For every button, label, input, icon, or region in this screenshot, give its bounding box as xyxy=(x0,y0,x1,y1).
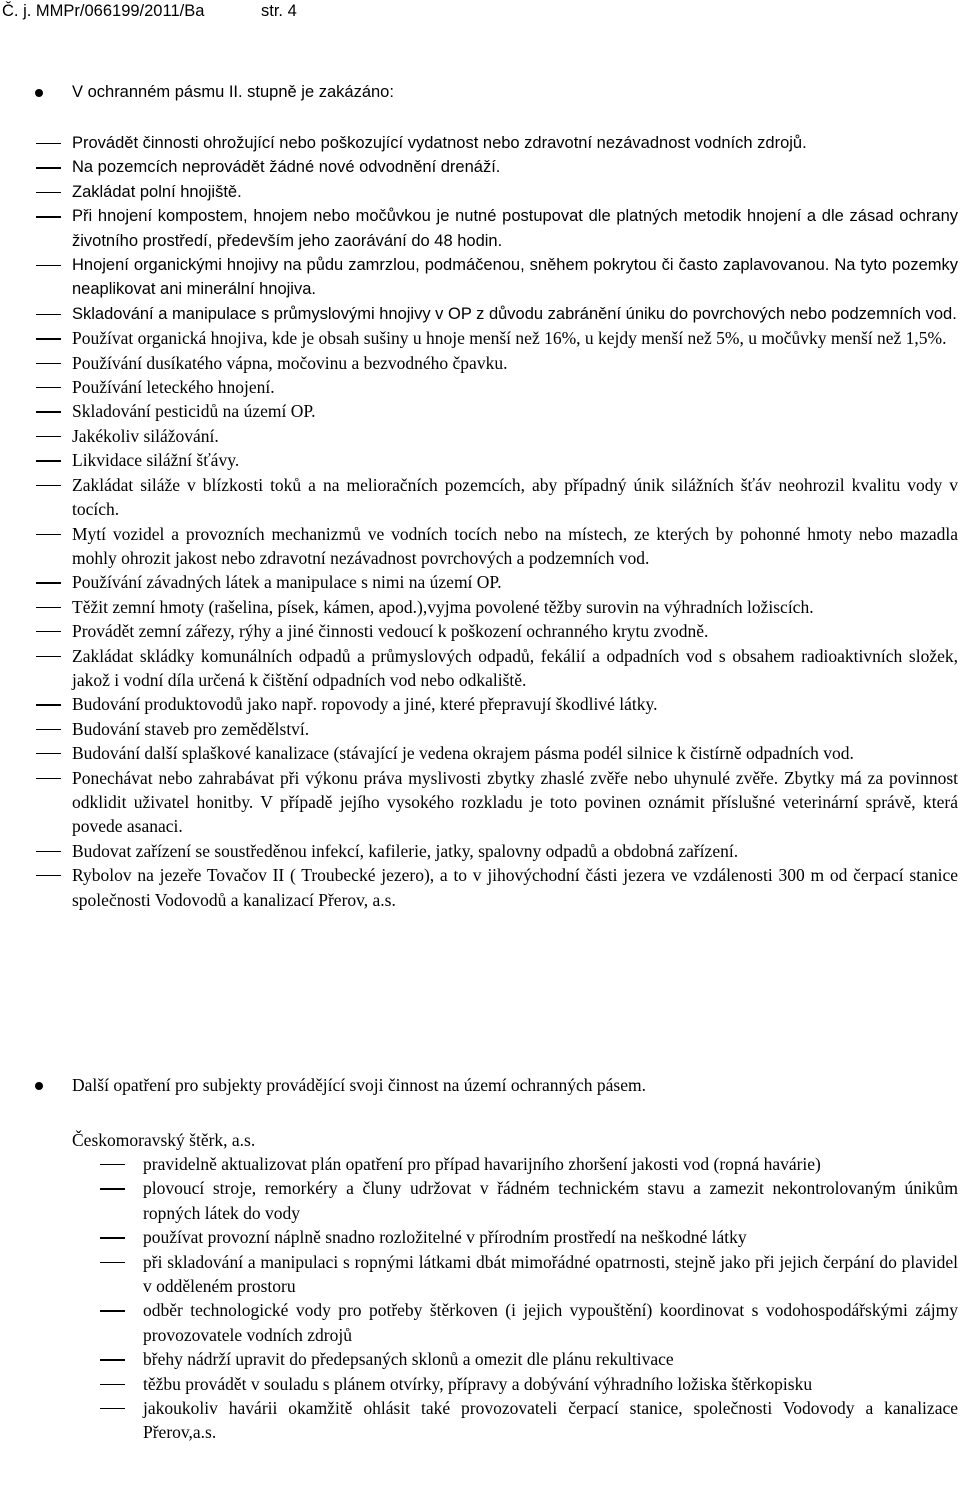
list-item-text: pravidelně aktualizovat plán opatření pro případ havarijního zhoršení jakosti vod (ropná havárie) xyxy=(143,1154,821,1174)
list-item-text: Jakékoliv silážování. xyxy=(72,425,219,446)
dash-icon xyxy=(36,143,61,144)
list-item-text: Používat organická hnojiva, kde je obsah sušiny u hnoje menší než 16%, u kejdy menší než 5%, u močůvky menší než 1,5%. xyxy=(72,328,947,349)
dash-icon xyxy=(36,192,61,193)
list-item-text: při skladování a manipulaci s ropnými látkami dbát mimořádné opatrnosti, stejně jako při jejich čerpání do plavidel v odděleném prostoru xyxy=(143,1251,958,1297)
list-item-text: Rybolov na jezeře Tovačov II ( Troubecké jezero), a to v jihovýchodní části jezera ve vzdálenosti 300 m od čerpací stanice společnosti Vodovodů a kanalizací Přerov, a.s. xyxy=(72,865,958,910)
list-item xyxy=(0,399,960,423)
list-item xyxy=(0,644,960,693)
prohibited-list xyxy=(0,131,960,912)
dash-icon xyxy=(100,1262,125,1263)
dash-icon xyxy=(36,314,61,315)
dash-icon xyxy=(36,607,61,608)
list-item-text: Zakládat skládky komunálních odpadů a průmyslových odpadů, fekálií a odpadních vod s obsahem radioaktivních složek, jakož i vodní díla určená k čištění odpadních vod nebo odkaliště. xyxy=(72,645,958,690)
list-item-text: Mytí vozidel a provozních mechanizmů ve vodních tocích nebo na místech, ze kterých by pohonné hmoty nebo mazadla mohly ohrozit jakost nebo zdravotní nezávadnost povrchových a podzemních vod. xyxy=(72,523,958,568)
list-item xyxy=(0,1396,960,1445)
dash-icon xyxy=(36,363,61,364)
list-item xyxy=(0,522,960,571)
list-item xyxy=(0,1152,960,1176)
list-item-text: Zakládat siláže v blízkosti toků a na melioračních pozemcích, aby případný únik silážních šťáv neohrozil kvalitu vody v tocích. xyxy=(72,474,958,520)
list-item xyxy=(0,1372,960,1396)
list-item xyxy=(0,1225,960,1249)
list-item xyxy=(0,351,960,375)
list-item-text: používat provozní náplně snadno rozložitelné v přírodním prostředí na neškodné látky xyxy=(143,1227,747,1248)
dash-icon xyxy=(36,729,61,730)
list-item xyxy=(0,863,960,912)
list-item-text: odběr technologické vody pro potřeby štěrkoven (i jejich vypouštění) koordinovat s vodohospodářskými zájmy provozovatele vodních zdrojů xyxy=(143,1300,958,1345)
list-item-text: Na pozemcích neprovádět žádné nové odvodnění drenáží. xyxy=(72,158,501,177)
list-item-text: Používání leteckého hnojení. xyxy=(72,377,275,398)
dash-icon xyxy=(100,1384,125,1385)
list-item-text: Používání závadných látek a manipulace s nimi na území OP. xyxy=(72,572,502,593)
company-name: Českomoravský štěrk, a.s. xyxy=(72,1130,256,1150)
dash-icon xyxy=(36,778,61,779)
dash-icon xyxy=(100,1237,125,1238)
dash-icon xyxy=(100,1164,125,1165)
list-item-text: Budování staveb pro zemědělství. xyxy=(72,718,310,739)
dash-icon xyxy=(36,631,61,632)
list-item-text: břehy nádrží upravit do předepsaných sklonů a omezit dle plánu rekultivace xyxy=(143,1349,674,1370)
list-item xyxy=(0,1176,960,1225)
list-item xyxy=(0,717,960,741)
list-item xyxy=(0,473,960,522)
list-item xyxy=(0,1347,960,1371)
list-item xyxy=(0,424,960,448)
list-item-text: Při hnojení kompostem, hnojem nebo močůvkou je nutné postupovat dle platných metodik hnojení a dle zásad ochrany životního prostředí, především jeho zaorávání do 48 hodin. xyxy=(72,207,958,250)
list-item-text: Skladování a manipulace s průmyslovými hnojivy v OP z důvodu zabránění úniku do povrchových nebo podzemních vod. xyxy=(72,304,957,323)
list-item-text: Likvidace silážní šťávy. xyxy=(72,450,240,471)
list-item xyxy=(0,204,960,253)
list-item-text: Budování další splaškové kanalizace (stávající je vedena okrajem pásma podél silnice k čistírně odpadních vod. xyxy=(72,743,854,764)
list-item xyxy=(0,302,960,326)
dash-icon xyxy=(36,875,61,876)
dash-icon xyxy=(100,1359,125,1360)
dash-icon xyxy=(100,1188,125,1189)
list-item-text: Provádět činnosti ohrožující nebo poškozující vydatnost nebo zdravotní nezávadnost vodních zdrojů. xyxy=(72,134,807,152)
section1-heading-text: V ochranném pásmu II. stupně je zakázáno: xyxy=(72,83,394,101)
dash-icon xyxy=(36,167,61,168)
list-item xyxy=(0,180,960,204)
list-item xyxy=(0,619,960,643)
dash-icon xyxy=(36,411,61,412)
bullet-icon xyxy=(35,89,43,97)
dash-icon xyxy=(36,485,61,486)
list-item-text: jakoukoliv havárii okamžitě ohlásit také provozovateli čerpací stanice, společnosti Vodovody a kanalizace Přerov,a.s. xyxy=(143,1398,958,1443)
list-item-text: těžbu provádět v souladu s plánem otvírky, přípravy a dobývání výhradního ložiska štěrkopisku xyxy=(143,1373,813,1394)
list-item-text: Těžit zemní hmoty (rašelina, písek, kámen, apod.),vyjma povolené těžby surovin na výhradních ložiscích. xyxy=(72,596,814,617)
dash-icon xyxy=(36,534,61,535)
list-item xyxy=(0,1298,960,1347)
section2-heading-text: Další opatření pro subjekty provádějící svoji činnost na území ochranných pásem. xyxy=(72,1075,646,1095)
dash-icon xyxy=(36,656,61,657)
list-item xyxy=(0,448,960,472)
list-item xyxy=(0,253,960,302)
list-item xyxy=(0,155,960,179)
list-item xyxy=(0,375,960,399)
list-item xyxy=(0,766,960,839)
measures-list xyxy=(0,1152,960,1445)
list-item-text: Hnojení organickými hnojivy na půdu zamrzlou, podmáčenou, sněhem pokrytou či často zaplavovanou. Na tyto pozemky neaplikovat ani minerální hnojiva. xyxy=(72,256,958,299)
dash-icon xyxy=(36,436,61,437)
list-item-text: Provádět zemní zářezy, rýhy a jiné činnosti vedoucí k poškození ochranného krytu zvodně. xyxy=(72,621,709,642)
dash-icon xyxy=(36,582,61,583)
list-item-text: Skladování pesticidů na území OP. xyxy=(72,401,316,422)
page-number: str. 4 xyxy=(260,2,297,20)
dash-icon xyxy=(100,1310,125,1311)
list-item xyxy=(0,131,960,155)
dash-icon xyxy=(36,753,61,754)
list-item xyxy=(0,741,960,765)
page-header xyxy=(2,1,297,21)
dash-icon xyxy=(36,265,61,266)
bullet-icon xyxy=(35,1082,43,1090)
list-item xyxy=(0,326,960,350)
list-item xyxy=(0,839,960,863)
dash-icon xyxy=(36,704,61,705)
list-item-text: plovoucí stroje, remorkéry a čluny udržovat v řádném technickém stavu a zamezit nekontrolovaným únikům ropných látek do vody xyxy=(143,1178,958,1223)
list-item xyxy=(0,570,960,594)
dash-icon xyxy=(36,851,61,852)
list-item xyxy=(0,595,960,619)
list-item xyxy=(0,692,960,716)
list-item-text: Zakládat polní hnojiště. xyxy=(72,182,242,201)
dash-icon xyxy=(36,338,61,339)
document-number: Č. j. MMPr/066199/2011/Ba xyxy=(2,2,205,20)
dash-icon xyxy=(36,387,61,388)
dash-icon xyxy=(36,216,61,217)
list-item-text: Používání dusíkatého vápna, močovinu a bezvodného čpavku. xyxy=(72,352,508,373)
list-item xyxy=(0,1250,960,1299)
list-item-text: Budování produktovodů jako např. ropovody a jiné, které přepravují škodlivé látky. xyxy=(72,694,658,715)
dash-icon xyxy=(36,460,61,461)
list-item-text: Budovat zařízení se soustředěnou infekcí, kafilerie, jatky, spalovny odpadů a obdobná zařízení. xyxy=(72,840,739,861)
dash-icon xyxy=(100,1408,125,1409)
list-item-text: Ponechávat nebo zahrabávat při výkonu práva myslivosti zbytky zhaslé zvěře nebo uhynulé zvěře. Zbytky má za povinnost odklidit uživatel honitby. V případě jejího vysokého rozkladu je toto povinen oznámit příslušné veterinární správě, která povede asanaci. xyxy=(72,767,958,837)
